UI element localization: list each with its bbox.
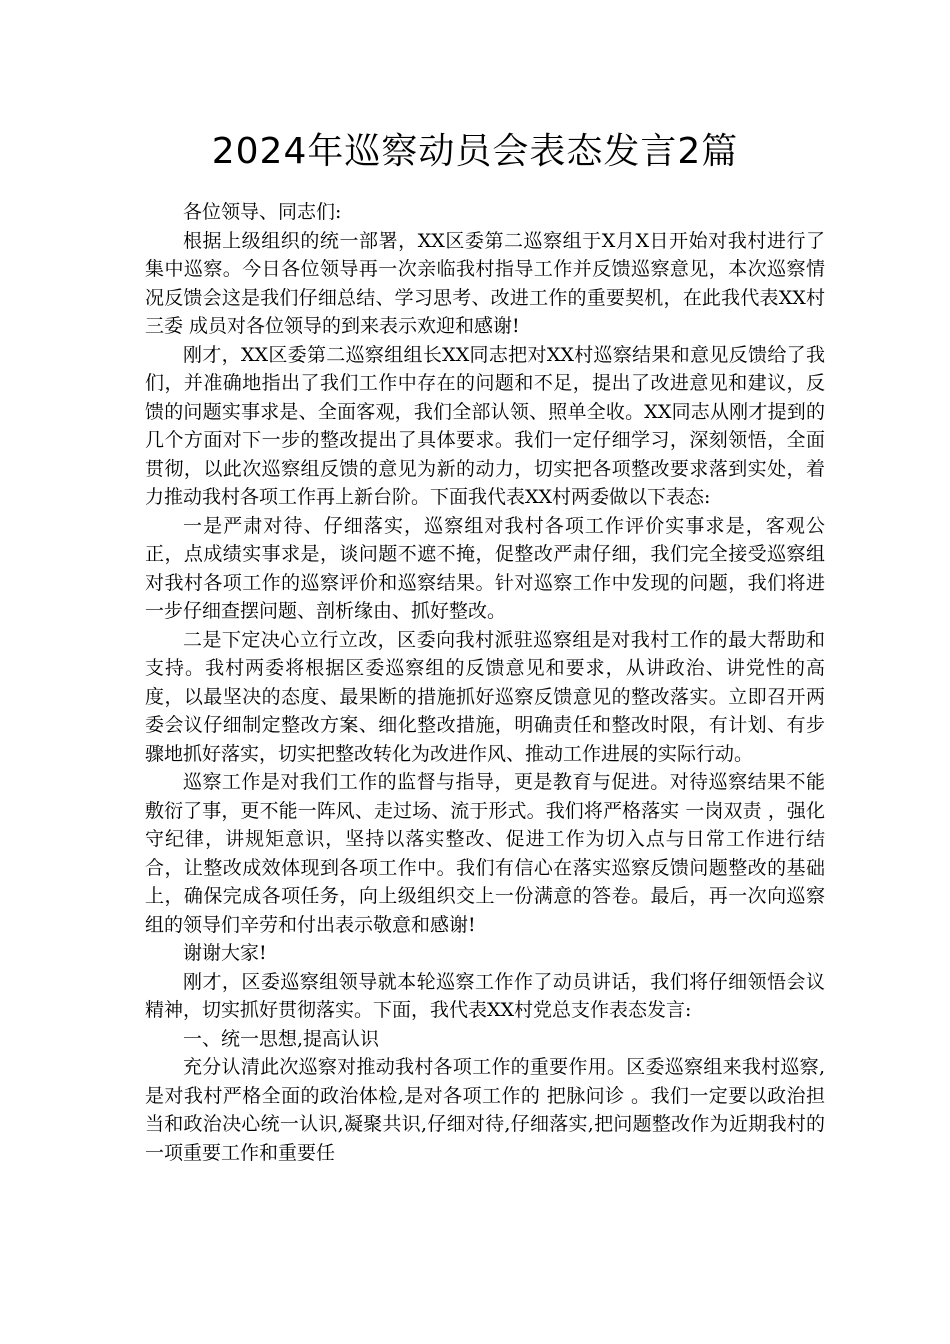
paragraph-salutation: 各位领导、同志们: bbox=[183, 201, 342, 223]
section-heading: 一、统一思想,提高认识 bbox=[183, 1027, 380, 1050]
paragraph-thanks: 谢谢大家! bbox=[183, 942, 267, 964]
document-body bbox=[145, 198, 825, 1167]
document-title: 2024年巡察动员会表态发言2篇 bbox=[211, 131, 739, 172]
paragraph: 根据上级组织的统一部署，XX区委第二巡察组于X月X日开始对我村进行了集中巡察。今日各位领导再一次亲临我村指导工作并反馈巡察意见，本次巡察情况反馈会这是我们仔细总结、学习思考、改进工作的重要契机，在此我代表XX村 三委 成员对各位领导的到来表示欢迎和感谢! bbox=[145, 229, 825, 337]
paragraph: 刚才，区委巡察组领导就本轮巡察工作作了动员讲话，我们将仔细领悟会议精神，切实抓好贯彻落实。下面，我代表XX村党总支作表态发言: bbox=[145, 970, 825, 1021]
paragraph: 刚才，XX区委第二巡察组组长XX同志把对XX村巡察结果和意见反馈给了我们，并准确地指出了我们工作中存在的问题和不足，提出了改进意见和建议，反馈的问题实事求是、全面客观，我们全部认领、照单全收。XX同志从刚才提到的几个方面对下一步的整改提出了具体要求。我们一定仔细学习，深刻领悟，全面贯彻，以此次巡察组反馈的意见为新的动力，切实把各项整改要求落到实处，着力推动我村各项工作再上新台阶。下面我代表XX村两委做以下表态: bbox=[145, 343, 825, 508]
paragraph: 巡察工作是对我们工作的监督与指导，更是教育与促进。对待巡察结果不能敷衍了事，更不能一阵风、走过场、流于形式。我们将严格落实 一岗双责 ，强化守纪律，讲规矩意识，坚持以落实整改、促进工作为切入点与日常工作进行结合，让整改成效体现到各项工作中。我们有信心在落实巡察反馈问题整改的基础上，确保完成各项任务，向上级组织交上一份满意的答卷。最后，再一次向巡察组的领导们辛劳和付出表示敬意和感谢! bbox=[145, 771, 825, 936]
paragraph: 充分认清此次巡察对推动我村各项工作的重要作用。区委巡察组来我村巡察,是对我村严格全面的政治体检,是对各项工作的 把脉问诊 。我们一定要以政治担当和政治决心统一认识,凝聚共识,仔细对待,仔细落实,把问题整改作为近期我村的一项重要工作和重要任 bbox=[145, 1056, 825, 1164]
paragraph: 一是严肃对待、仔细落实，巡察组对我村各项工作评价实事求是，客观公正，点成绩实事求是，谈问题不遮不掩，促整改严肃仔细，我们完全接受巡察组对我村各项工作的巡察评价和巡察结果。针对巡察工作中发现的问题，我们将进一步仔细查摆问题、剖析缘由、抓好整改。 bbox=[145, 514, 825, 622]
paragraph: 二是下定决心立行立改，区委向我村派驻巡察组是对我村工作的最大帮助和支持。我村两委将根据区委巡察组的反馈意见和要求，从讲政治、讲党性的高度，以最坚决的态度、最果断的措施抓好巡察反馈意见的整改落实。立即召开两委会议仔细制定整改方案、细化整改措施，明确责任和整改时限，有计划、有步骤地抓好落实，切实把整改转化为改进作风、推动工作进展的实际行动。 bbox=[145, 628, 825, 765]
